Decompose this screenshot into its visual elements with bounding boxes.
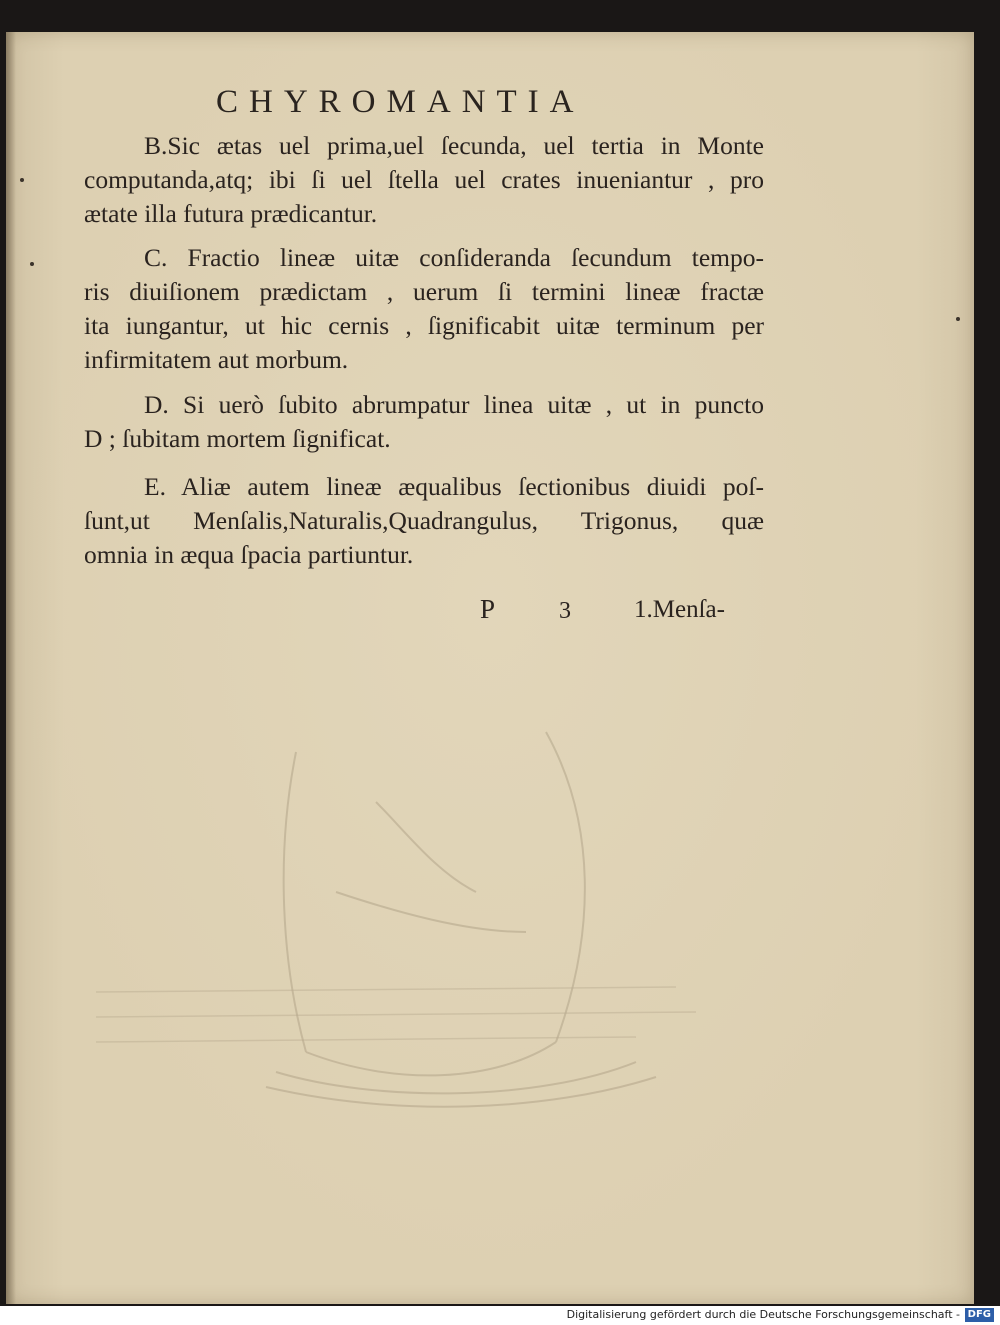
text-line: D. Si uerò ſubito abrumpatur linea uitæ , ut in puncto — [144, 390, 764, 419]
text-line: computanda,atq; ibi ſi uel ſtella uel crates inueniantur , pro — [84, 165, 764, 194]
signature-mark: P — [480, 594, 496, 624]
binding-edge — [6, 32, 16, 1304]
margin-mark — [30, 262, 34, 266]
paragraph-e — [84, 470, 764, 572]
margin-mark — [956, 317, 960, 321]
text-line: ris diuiſionem prædictam , uerum ſi termini lineæ fractæ — [84, 277, 764, 306]
text-line: D ; ſubitam mortem ſignificat. — [84, 424, 391, 453]
text-line: omnia in æqua ſpacia partiuntur. — [84, 540, 414, 569]
signature-number: 3 — [559, 598, 571, 624]
catchword: 1.Menſa- — [634, 596, 725, 623]
paragraph-b — [84, 129, 764, 231]
dfg-logo: DFG — [965, 1308, 994, 1322]
text-line: C. Fractio lineæ uitæ conſideranda ſecundum tempo- — [144, 243, 764, 272]
text-line: E. Aliæ autem lineæ æqualibus ſectionibus diuidi poſ- — [144, 472, 764, 501]
running-head: CHYROMANTIA — [216, 84, 585, 120]
text-line: ætate illa futura prædicantur. — [84, 199, 378, 228]
margin-mark — [20, 178, 24, 182]
digitization-credit: Digitalisierung gefördert durch die Deutsche Forschungsgemeinschaft - — [566, 1308, 960, 1321]
text-line: infirmitatem aut morbum. — [84, 345, 349, 374]
show-through-illustration — [76, 632, 836, 1112]
book-page — [6, 32, 974, 1304]
text-line: ſunt,ut Menſalis,Naturalis,Quadrangulus, Trigonus, quæ — [84, 506, 764, 535]
paragraph-d — [84, 388, 764, 456]
paragraph-c — [84, 241, 764, 377]
text-line: B.Sic ætas uel prima,uel ſecunda, uel tertia in Monte — [144, 131, 764, 160]
text-line: ita iungantur, ut hic cernis , ſignificabit uitæ terminum per — [84, 311, 764, 340]
